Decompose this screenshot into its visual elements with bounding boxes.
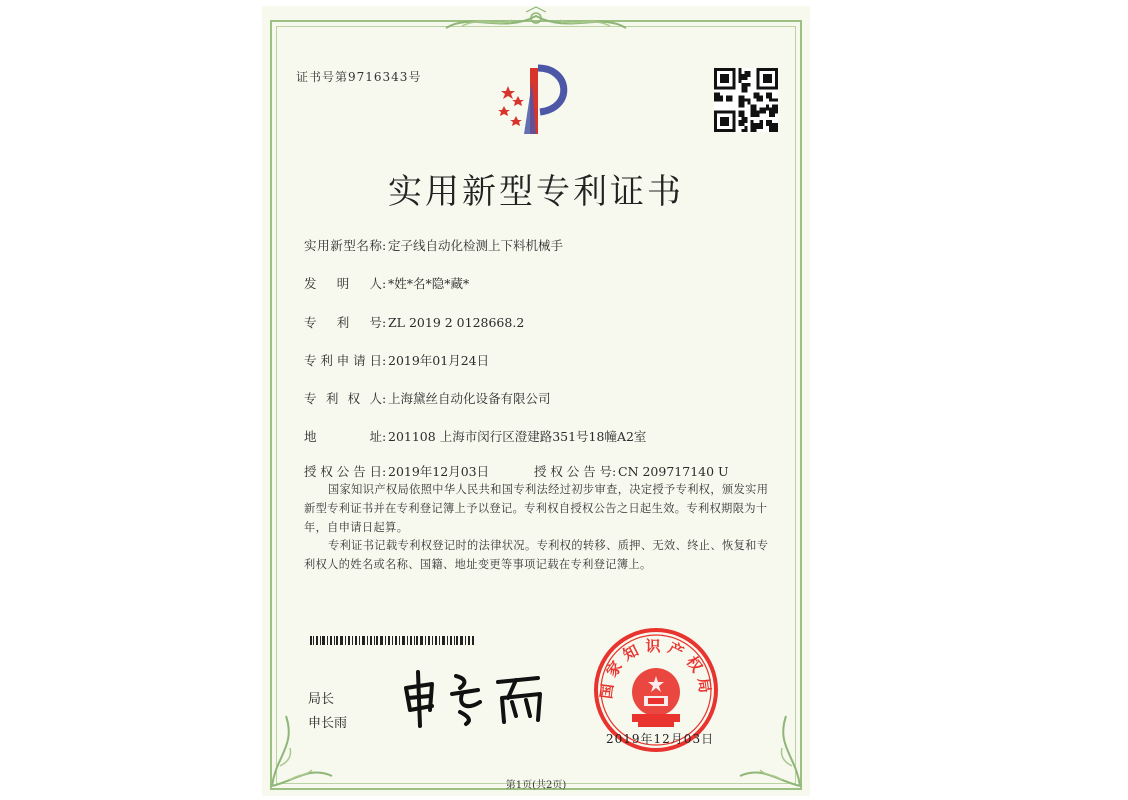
field-grant-date: 授权公告日: 2019年12月03日	[304, 464, 490, 479]
svg-text:国家知识产权局	[597, 637, 715, 700]
top-ornament-icon	[442, 6, 630, 36]
field-inventor: 发明人: *姓*名*隐*藏*	[304, 276, 470, 291]
field-label: 专利号	[304, 315, 382, 330]
certificate-number: 证书号第9716343号	[296, 70, 422, 84]
field-value: 定子线自动化检测上下料机械手	[388, 238, 564, 253]
field-value: ZL 2019 2 0128668.2	[388, 315, 525, 330]
page-number: 第1页(共2页)	[505, 780, 567, 791]
field-address: 地址: 201108 上海市闵行区澄建路351号18幢A2室	[304, 429, 647, 444]
field-label: 地址	[304, 429, 382, 444]
field-announcement-number: 授权公告号: CN 209717140 U	[534, 464, 729, 479]
field-application-date: 专利申请日: 2019年01月24日	[304, 353, 490, 368]
certificate-paragraph-1: 国家知识产权局依照中华人民共和国专利法经过初步审查，决定授予专利权，颁发实用新型专利证书并在专利登记簿上予以登记。专利权自授权公告之日起生效。专利权期限为十年，自申请日起算。	[304, 483, 769, 534]
certificate-title: 实用新型专利证书	[388, 172, 684, 212]
field-value: 2019年01月24日	[388, 353, 490, 368]
qr-code-icon	[714, 68, 778, 132]
field-value: *姓*名*隐*藏*	[388, 276, 470, 291]
field-label: 授权公告日	[304, 464, 382, 479]
director-name: 申长雨	[308, 716, 348, 731]
field-label: 发明人	[304, 276, 382, 291]
field-label: 授权公告号	[534, 464, 612, 479]
field-value: 2019年12月03日	[388, 464, 490, 479]
field-label: 专利权人	[304, 391, 382, 406]
field-value: CN 209717140 U	[618, 464, 729, 479]
patent-office-logo-icon	[494, 62, 580, 138]
field-value: 201108 上海市闵行区澄建路351号18幢A2室	[388, 429, 647, 444]
field-value: 上海黛丝自动化设备有限公司	[388, 391, 551, 406]
seal-text-path: 国家知识产权局	[597, 636, 715, 700]
field-utility-model-name: 实用新型名称: 定子线自动化检测上下料机械手	[304, 238, 564, 253]
seal-date: 2019年12月03日	[606, 732, 715, 746]
certificate-paragraph-2: 专利证书记载专利权登记时的法律状况。专利权的转移、质押、无效、终止、恢复和专利权人的姓名或名称、国籍、地址变更等事项记载在专利登记簿上。	[304, 539, 769, 571]
director-signature-icon	[398, 658, 568, 732]
patent-certificate	[262, 6, 810, 796]
field-label: 专利申请日	[304, 353, 382, 368]
director-title: 局长	[308, 692, 335, 707]
barcode-icon	[310, 636, 474, 645]
field-label: 实用新型名称	[304, 238, 382, 253]
field-patent-number: 专利号: ZL 2019 2 0128668.2	[304, 315, 525, 330]
field-patentee: 专利权人: 上海黛丝自动化设备有限公司	[304, 391, 551, 406]
